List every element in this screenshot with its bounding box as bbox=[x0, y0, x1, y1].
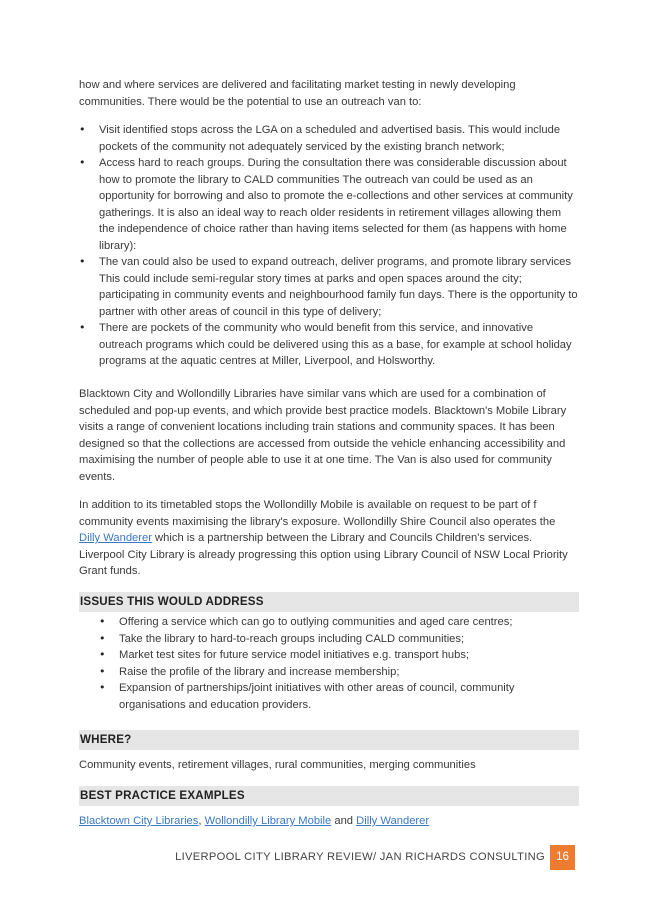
list-item: • Take the library to hard-to-reach groups including CALD communities; bbox=[79, 631, 579, 648]
wollondilly-text-before: In addition to its timetabled stops the Wollondilly Mobile is available on request to be part of f community events maximising the library's exposure. Wollondilly Shire Council also operates the bbox=[79, 499, 556, 528]
list-item: • Market test sites for future service model initiatives e.g. transport hubs; bbox=[79, 647, 579, 664]
dilly-wanderer-link[interactable]: Dilly Wanderer bbox=[79, 532, 152, 544]
blacktown-libraries-link[interactable]: Blacktown City Libraries bbox=[79, 815, 199, 827]
where-heading: WHERE? bbox=[79, 730, 579, 750]
intro-paragraph: how and where services are delivered and facilitating market testing in newly developing communities. There would be the potential to use an outreach van to: bbox=[79, 79, 516, 108]
list-item: • Access hard to reach groups. During the consultation there was considerable discussion about how to promote the library to CALD communities The outreach van could be used as an opportunity for borrowing and also to promote the e-collections and other services at community gatherings. It is also an ideal way to reach older residents in retirement villages allowing them the independence of choice rather than having items selected for them (as happens with home library): bbox=[79, 155, 579, 254]
outreach-van-list bbox=[79, 122, 579, 370]
page-footer bbox=[0, 845, 653, 869]
list-item: • There are pockets of the community who would benefit from this service, and innovative outreach programs which could be delivered using this as a base, for example at school holiday programs at the aquatic centres at Miller, Liverpool, and Holsworthy. bbox=[79, 320, 579, 370]
dilly-wanderer-link-2[interactable]: Dilly Wanderer bbox=[356, 815, 430, 827]
wollondilly-paragraph bbox=[79, 497, 579, 580]
best-practice-heading: BEST PRACTICE EXAMPLES bbox=[79, 786, 579, 806]
list-item: • Raise the profile of the library and increase membership; bbox=[79, 664, 579, 681]
issues-list bbox=[79, 614, 579, 713]
wollondilly-text-after: which is a partnership between the Library and Councils Children's services. Liverpool City Library is already progressing this option using Library Council of NSW Local Priority Grant funds. bbox=[79, 532, 568, 577]
best-practice-links bbox=[79, 813, 579, 830]
where-text: Community events, retirement villages, rural communities, merging communities bbox=[79, 759, 476, 771]
list-item: • Offering a service which can go to outlying communities and aged care centres; bbox=[79, 614, 579, 631]
blacktown-paragraph: Blacktown City and Wollondilly Libraries have similar vans which are used for a combination of scheduled and pop-up events, and which provide best practice models. Blacktown's Mobile Library visits a range of convenient locations including train stations and community spaces. It has been designed so that the collections are accessed from outside the vehicle enhancing accessibility and maximising the number of people able to use it at one time. The Van is also used for community events. bbox=[79, 388, 567, 483]
issues-heading: ISSUES THIS WOULD ADDRESS bbox=[79, 592, 579, 612]
list-item: • Visit identified stops across the LGA on a scheduled and advertised basis. This would include pockets of the community not adequately serviced by the existing branch network; bbox=[79, 122, 579, 155]
page-number-badge: 16 bbox=[550, 845, 575, 870]
separator: and bbox=[331, 815, 357, 827]
separator: , bbox=[198, 815, 205, 827]
wollondilly-mobile-link[interactable]: Wollondilly Library Mobile bbox=[204, 815, 332, 827]
list-item: • Expansion of partnerships/joint initiatives with other areas of council, community organisations and education providers. bbox=[79, 680, 579, 713]
list-item: • The van could also be used to expand outreach, deliver programs, and promote library services This could include semi-regular story times at parks and open spaces around the city; participating in community events and neighbourhood family fun days. There is the opportunity to partner with other areas of council in this type of delivery; bbox=[79, 254, 579, 320]
footer-title: LIVERPOOL CITY LIBRARY REVIEW/ JAN RICHARDS CONSULTING bbox=[175, 851, 545, 863]
